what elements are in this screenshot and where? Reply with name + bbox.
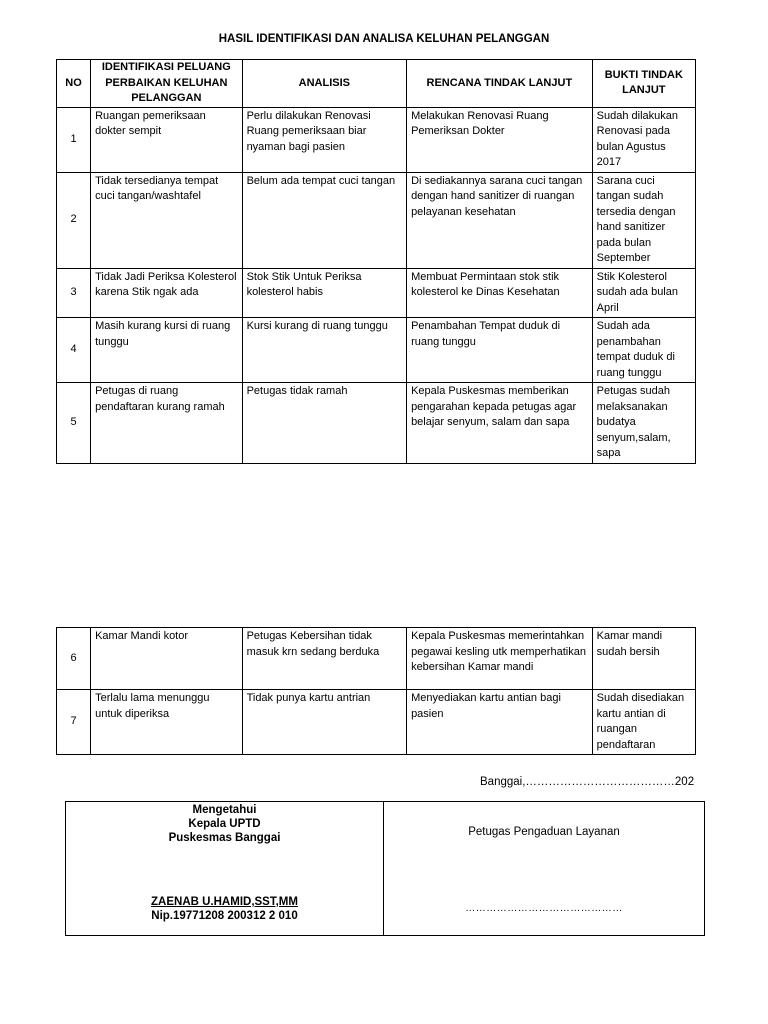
row-identifikasi: Terlalu lama menunggu untuk diperiksa (91, 690, 242, 755)
table-row (57, 172, 696, 268)
signatory-name: ZAENAB U.HAMID,SST,MM (151, 896, 298, 908)
signature-blank-line: ……………………………………… (465, 903, 623, 914)
row-rencana: Melakukan Renovasi Ruang Pemeriksan Dokter (407, 107, 593, 172)
row-identifikasi: Masih kurang kursi di ruang tunggu (91, 318, 242, 383)
table-row (57, 107, 696, 172)
row-identifikasi: Tidak Jadi Periksa Kolesterol karena Stik ngak ada (91, 268, 242, 318)
row-no: 2 (57, 172, 91, 268)
complaint-table (56, 59, 696, 464)
row-bukti: Petugas sudah melaksanakan budatya senyum,salam, sapa (592, 383, 695, 464)
row-bukti: Sudah dilakukan Renovasi pada bulan Agustus 2017 (592, 107, 695, 172)
table-header-row (57, 60, 696, 108)
row-analisis: Stok Stik Untuk Periksa kolesterol habis (242, 268, 407, 318)
header-bukti: BUKTI TINDAK LANJUT (592, 60, 695, 108)
row-rencana: Membuat Permintaan stok stik kolesterol ke Dinas Kesehatan (407, 268, 593, 318)
signature-right-cell (384, 802, 705, 936)
row-no: 5 (57, 383, 91, 464)
row-no: 7 (57, 690, 91, 755)
row-rencana: Penambahan Tempat duduk di ruang tunggu (407, 318, 593, 383)
row-rencana: Menyediakan kartu antian bagi pasien (407, 690, 593, 755)
signatory-nip: Nip.19771208 200312 2 010 (151, 910, 298, 922)
kepala-label: Kepala UPTD (188, 818, 261, 830)
row-no: 6 (57, 628, 91, 690)
row-identifikasi: Ruangan pemeriksaan dokter sempit (91, 107, 242, 172)
header-no: NO (57, 60, 91, 108)
document-title: HASIL IDENTIFIKASI DAN ANALISA KELUHAN PELANGGAN (218, 33, 550, 45)
row-bukti: Sudah ada penambahan tempat duduk di ruang tunggu (592, 318, 695, 383)
row-bukti: Sarana cuci tangan sudah tersedia dengan hand sanitizer pada bulan September (592, 172, 695, 268)
header-identifikasi: IDENTIFIKASI PELUANG PERBAIKAN KELUHAN PELANGGAN (91, 60, 242, 108)
row-analisis: Petugas tidak ramah (242, 383, 407, 464)
table-row (57, 318, 696, 383)
table-row (57, 383, 696, 464)
header-analisis: ANALISIS (242, 60, 407, 108)
row-rencana: Kepala Puskesmas memerintahkan pegawai kesling utk memperhatikan kebersihan Kamar mandi (407, 628, 593, 690)
row-bukti: Stik Kolesterol sudah ada bulan April (592, 268, 695, 318)
row-identifikasi: Tidak tersedianya tempat cuci tangan/washtafel (91, 172, 242, 268)
table-row (57, 628, 696, 690)
row-bukti: Kamar mandi sudah bersih (592, 628, 695, 690)
complaint-table-continued (56, 627, 696, 755)
row-no: 4 (57, 318, 91, 383)
row-rencana: Di sediakannya sarana cuci tangan dengan hand sanitizer di ruangan pelayanan kesehatan (407, 172, 593, 268)
row-analisis: Perlu dilakukan Renovasi Ruang pemeriksaan biar nyaman bagi pasien (242, 107, 407, 172)
row-identifikasi: Kamar Mandi kotor (91, 628, 242, 690)
mengetahui-label: Mengetahui (192, 804, 257, 816)
header-rencana: RENCANA TINDAK LANJUT (407, 60, 593, 108)
row-analisis: Tidak punya kartu antrian (242, 690, 407, 755)
signature-table (65, 801, 705, 936)
row-analisis: Petugas Kebersihan tidak masuk krn sedang berduka (242, 628, 407, 690)
signature-left-cell (66, 802, 384, 936)
table-row (57, 690, 696, 755)
row-analisis: Belum ada tempat cuci tangan (242, 172, 407, 268)
petugas-label: Petugas Pengaduan Layanan (468, 826, 620, 838)
row-no: 1 (57, 107, 91, 172)
row-identifikasi: Petugas di ruang pendaftaran kurang ramah (91, 383, 242, 464)
table-row (57, 268, 696, 318)
puskesmas-label: Puskesmas Banggai (168, 832, 281, 844)
signature-acknowledgement (66, 803, 383, 845)
row-rencana: Kepala Puskesmas memberikan pengarahan kepada petugas agar belajar senyum, salam dan sapa (407, 383, 593, 464)
row-no: 3 (57, 268, 91, 318)
row-bukti: Sudah disediakan kartu antian di ruangan pendaftaran (592, 690, 695, 755)
row-analisis: Kursi kurang di ruang tunggu (242, 318, 407, 383)
place-date: Banggai,…………………………………202 (480, 776, 695, 788)
